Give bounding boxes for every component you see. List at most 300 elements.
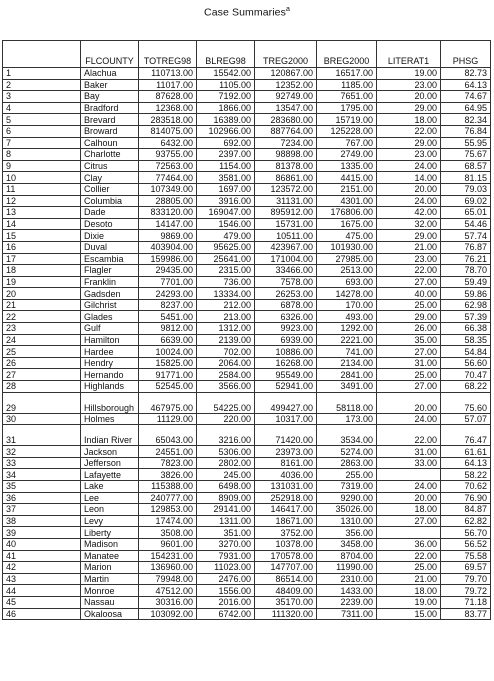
- blreg98-cell: 1866.00: [197, 102, 255, 114]
- totreg98-cell: 110713.00: [139, 68, 197, 80]
- header-breg2000: BREG2000: [317, 41, 377, 68]
- treg2000-cell: 252918.00: [255, 492, 317, 504]
- breg2000-cell: 9290.00: [317, 492, 377, 504]
- treg2000-cell: 7234.00: [255, 137, 317, 149]
- table-row: [3, 68, 491, 80]
- breg2000-cell: 4301.00: [317, 195, 377, 207]
- literat1-cell: 24.00: [377, 481, 441, 493]
- literat1-cell: 14.00: [377, 172, 441, 184]
- county-name: Gadsden: [81, 288, 139, 300]
- table-row: [3, 481, 491, 493]
- row-index: 40: [3, 538, 81, 550]
- breg2000-cell: 1292.00: [317, 323, 377, 335]
- phsg-cell: 82.34: [441, 114, 491, 126]
- phsg-cell: 55.95: [441, 137, 491, 149]
- row-index: 22: [3, 311, 81, 323]
- totreg98-cell: 129853.00: [139, 504, 197, 516]
- breg2000-cell: 15719.00: [317, 114, 377, 126]
- phsg-cell: 81.15: [441, 172, 491, 184]
- phsg-cell: 69.57: [441, 562, 491, 574]
- breg2000-cell: 3534.00: [317, 425, 377, 446]
- blreg98-cell: 3216.00: [197, 425, 255, 446]
- treg2000-cell: 12352.00: [255, 79, 317, 91]
- phsg-cell: 76.84: [441, 125, 491, 137]
- treg2000-cell: 10317.00: [255, 413, 317, 425]
- county-name: Alachua: [81, 68, 139, 80]
- literat1-cell: [377, 469, 441, 481]
- blreg98-cell: 1154.00: [197, 160, 255, 172]
- treg2000-cell: 48409.00: [255, 585, 317, 597]
- county-name: Liberty: [81, 527, 139, 539]
- blreg98-cell: 736.00: [197, 276, 255, 288]
- phsg-cell: 64.13: [441, 79, 491, 91]
- breg2000-cell: 2841.00: [317, 369, 377, 381]
- county-name: Madison: [81, 538, 139, 550]
- totreg98-cell: 65043.00: [139, 425, 197, 446]
- phsg-cell: 82.73: [441, 68, 491, 80]
- blreg98-cell: 95625.00: [197, 241, 255, 253]
- blreg98-cell: 3270.00: [197, 538, 255, 550]
- table-row: [3, 160, 491, 172]
- treg2000-cell: 52941.00: [255, 381, 317, 393]
- title-text: Case Summaries: [204, 6, 286, 19]
- county-name: Flagler: [81, 265, 139, 277]
- treg2000-cell: 15731.00: [255, 218, 317, 230]
- treg2000-cell: 92749.00: [255, 91, 317, 103]
- breg2000-cell: 1675.00: [317, 218, 377, 230]
- row-index: 17: [3, 253, 81, 265]
- row-index: 44: [3, 585, 81, 597]
- table-row: [3, 125, 491, 137]
- table-row: [3, 276, 491, 288]
- county-name: Dade: [81, 207, 139, 219]
- treg2000-cell: 10378.00: [255, 538, 317, 550]
- table-row: [3, 241, 491, 253]
- header-treg2000: TREG2000: [255, 41, 317, 68]
- row-index: 14: [3, 218, 81, 230]
- literat1-cell: 24.00: [377, 413, 441, 425]
- literat1-cell: 31.00: [377, 446, 441, 458]
- breg2000-cell: 5274.00: [317, 446, 377, 458]
- blreg98-cell: 11023.00: [197, 562, 255, 574]
- blreg98-cell: 1312.00: [197, 323, 255, 335]
- blreg98-cell: 692.00: [197, 137, 255, 149]
- blreg98-cell: 2139.00: [197, 334, 255, 346]
- blreg98-cell: 212.00: [197, 299, 255, 311]
- table-row: [3, 446, 491, 458]
- totreg98-cell: 5451.00: [139, 311, 197, 323]
- breg2000-cell: 7319.00: [317, 481, 377, 493]
- breg2000-cell: 2863.00: [317, 457, 377, 469]
- breg2000-cell: 101930.00: [317, 241, 377, 253]
- literat1-cell: 27.00: [377, 276, 441, 288]
- blreg98-cell: 351.00: [197, 527, 255, 539]
- breg2000-cell: 2221.00: [317, 334, 377, 346]
- phsg-cell: 66.38: [441, 323, 491, 335]
- table-row: [3, 230, 491, 242]
- treg2000-cell: 95549.00: [255, 369, 317, 381]
- county-name: Hendry: [81, 357, 139, 369]
- county-name: Baker: [81, 79, 139, 91]
- breg2000-cell: 11990.00: [317, 562, 377, 574]
- phsg-cell: 64.95: [441, 102, 491, 114]
- totreg98-cell: 7823.00: [139, 457, 197, 469]
- table-row: [3, 253, 491, 265]
- totreg98-cell: 10024.00: [139, 346, 197, 358]
- breg2000-cell: 1795.00: [317, 102, 377, 114]
- totreg98-cell: 77464.00: [139, 172, 197, 184]
- literat1-cell: 27.00: [377, 381, 441, 393]
- breg2000-cell: 176806.00: [317, 207, 377, 219]
- row-index: 34: [3, 469, 81, 481]
- treg2000-cell: 6326.00: [255, 311, 317, 323]
- phsg-cell: 79.72: [441, 585, 491, 597]
- treg2000-cell: 9923.00: [255, 323, 317, 335]
- totreg98-cell: 115388.00: [139, 481, 197, 493]
- totreg98-cell: 814075.00: [139, 125, 197, 137]
- totreg98-cell: 403904.00: [139, 241, 197, 253]
- literat1-cell: 21.00: [377, 573, 441, 585]
- breg2000-cell: 7651.00: [317, 91, 377, 103]
- county-name: Holmes: [81, 413, 139, 425]
- county-name: Glades: [81, 311, 139, 323]
- blreg98-cell: 7931.00: [197, 550, 255, 562]
- breg2000-cell: 2749.00: [317, 149, 377, 161]
- treg2000-cell: 171004.00: [255, 253, 317, 265]
- row-index: 15: [3, 230, 81, 242]
- table-row: [3, 585, 491, 597]
- breg2000-cell: 767.00: [317, 137, 377, 149]
- county-name: Hardee: [81, 346, 139, 358]
- literat1-cell: [377, 527, 441, 539]
- literat1-cell: 25.00: [377, 562, 441, 574]
- row-index: 3: [3, 91, 81, 103]
- blreg98-cell: 479.00: [197, 230, 255, 242]
- totreg98-cell: 8237.00: [139, 299, 197, 311]
- phsg-cell: 69.02: [441, 195, 491, 207]
- table-row: [3, 425, 491, 446]
- blreg98-cell: 702.00: [197, 346, 255, 358]
- literat1-cell: 29.00: [377, 311, 441, 323]
- row-index: 37: [3, 504, 81, 516]
- blreg98-cell: 3916.00: [197, 195, 255, 207]
- row-index: 2: [3, 79, 81, 91]
- breg2000-cell: 741.00: [317, 346, 377, 358]
- treg2000-cell: 6939.00: [255, 334, 317, 346]
- treg2000-cell: 18671.00: [255, 515, 317, 527]
- breg2000-cell: 27985.00: [317, 253, 377, 265]
- literat1-cell: 18.00: [377, 504, 441, 516]
- phsg-cell: 56.60: [441, 357, 491, 369]
- county-name: Hamilton: [81, 334, 139, 346]
- row-index: 28: [3, 381, 81, 393]
- breg2000-cell: 2310.00: [317, 573, 377, 585]
- totreg98-cell: 136960.00: [139, 562, 197, 574]
- phsg-cell: 74.67: [441, 91, 491, 103]
- phsg-cell: 57.39: [441, 311, 491, 323]
- breg2000-cell: 1310.00: [317, 515, 377, 527]
- table-row: [3, 149, 491, 161]
- totreg98-cell: 93755.00: [139, 149, 197, 161]
- header-blreg98: BLREG98: [197, 41, 255, 68]
- county-name: Columbia: [81, 195, 139, 207]
- breg2000-cell: 255.00: [317, 469, 377, 481]
- blreg98-cell: 213.00: [197, 311, 255, 323]
- county-name: Okaloosa: [81, 608, 139, 620]
- literat1-cell: 31.00: [377, 357, 441, 369]
- table-body: [3, 68, 491, 620]
- table-row: [3, 195, 491, 207]
- table-row: [3, 79, 491, 91]
- literat1-cell: 19.00: [377, 68, 441, 80]
- blreg98-cell: 2476.00: [197, 573, 255, 585]
- literat1-cell: 20.00: [377, 392, 441, 413]
- treg2000-cell: 86861.00: [255, 172, 317, 184]
- treg2000-cell: 146417.00: [255, 504, 317, 516]
- row-index: 12: [3, 195, 81, 207]
- table-row: [3, 357, 491, 369]
- treg2000-cell: 26253.00: [255, 288, 317, 300]
- totreg98-cell: 52545.00: [139, 381, 197, 393]
- county-name: Duval: [81, 241, 139, 253]
- phsg-cell: 57.07: [441, 413, 491, 425]
- phsg-cell: 84.87: [441, 504, 491, 516]
- totreg98-cell: 11129.00: [139, 413, 197, 425]
- totreg98-cell: 9812.00: [139, 323, 197, 335]
- totreg98-cell: 6432.00: [139, 137, 197, 149]
- treg2000-cell: 33466.00: [255, 265, 317, 277]
- totreg98-cell: 30316.00: [139, 596, 197, 608]
- title-footnote-marker: a: [285, 6, 290, 13]
- table-row: [3, 137, 491, 149]
- phsg-cell: 83.77: [441, 608, 491, 620]
- row-index: 11: [3, 183, 81, 195]
- phsg-cell: 75.60: [441, 392, 491, 413]
- breg2000-cell: 493.00: [317, 311, 377, 323]
- table-row: [3, 492, 491, 504]
- blreg98-cell: 2802.00: [197, 457, 255, 469]
- breg2000-cell: 125228.00: [317, 125, 377, 137]
- blreg98-cell: 2064.00: [197, 357, 255, 369]
- header-totreg98: TOTREG98: [139, 41, 197, 68]
- table-row: [3, 183, 491, 195]
- row-index: 39: [3, 527, 81, 539]
- totreg98-cell: 283518.00: [139, 114, 197, 126]
- totreg98-cell: 6639.00: [139, 334, 197, 346]
- breg2000-cell: 475.00: [317, 230, 377, 242]
- breg2000-cell: 8704.00: [317, 550, 377, 562]
- phsg-cell: 56.70: [441, 527, 491, 539]
- county-name: Jefferson: [81, 457, 139, 469]
- row-index: 1: [3, 68, 81, 80]
- phsg-cell: 58.35: [441, 334, 491, 346]
- table-row: [3, 114, 491, 126]
- table-row: [3, 562, 491, 574]
- phsg-cell: 68.22: [441, 381, 491, 393]
- blreg98-cell: 1105.00: [197, 79, 255, 91]
- literat1-cell: 24.00: [377, 195, 441, 207]
- blreg98-cell: 8909.00: [197, 492, 255, 504]
- literat1-cell: 23.00: [377, 149, 441, 161]
- breg2000-cell: 693.00: [317, 276, 377, 288]
- row-index: 43: [3, 573, 81, 585]
- totreg98-cell: 17474.00: [139, 515, 197, 527]
- treg2000-cell: 131031.00: [255, 481, 317, 493]
- county-name: Hernando: [81, 369, 139, 381]
- treg2000-cell: 283680.00: [255, 114, 317, 126]
- county-name: Lafayette: [81, 469, 139, 481]
- row-index: 35: [3, 481, 81, 493]
- treg2000-cell: 98898.00: [255, 149, 317, 161]
- treg2000-cell: 499427.00: [255, 392, 317, 413]
- literat1-cell: 24.00: [377, 160, 441, 172]
- blreg98-cell: 1311.00: [197, 515, 255, 527]
- blreg98-cell: 1697.00: [197, 183, 255, 195]
- county-name: Jackson: [81, 446, 139, 458]
- breg2000-cell: 170.00: [317, 299, 377, 311]
- row-index: 31: [3, 425, 81, 446]
- treg2000-cell: 170578.00: [255, 550, 317, 562]
- blreg98-cell: 7192.00: [197, 91, 255, 103]
- blreg98-cell: 1556.00: [197, 585, 255, 597]
- phsg-cell: 76.90: [441, 492, 491, 504]
- totreg98-cell: 107349.00: [139, 183, 197, 195]
- table-row: [3, 207, 491, 219]
- table-row: [3, 573, 491, 585]
- literat1-cell: 42.00: [377, 207, 441, 219]
- literat1-cell: 36.00: [377, 538, 441, 550]
- totreg98-cell: 159986.00: [139, 253, 197, 265]
- literat1-cell: 33.00: [377, 457, 441, 469]
- row-index: 6: [3, 125, 81, 137]
- totreg98-cell: 47512.00: [139, 585, 197, 597]
- totreg98-cell: 24551.00: [139, 446, 197, 458]
- table-row: [3, 608, 491, 620]
- table-row: [3, 346, 491, 358]
- treg2000-cell: 111320.00: [255, 608, 317, 620]
- phsg-cell: 56.52: [441, 538, 491, 550]
- phsg-cell: 76.21: [441, 253, 491, 265]
- table-row: [3, 457, 491, 469]
- row-index: 32: [3, 446, 81, 458]
- case-summaries-table: [2, 40, 491, 620]
- row-index: 42: [3, 562, 81, 574]
- table-row: [3, 413, 491, 425]
- county-name: Lake: [81, 481, 139, 493]
- phsg-cell: 76.87: [441, 241, 491, 253]
- table-row: [3, 369, 491, 381]
- breg2000-cell: 2134.00: [317, 357, 377, 369]
- breg2000-cell: 2239.00: [317, 596, 377, 608]
- table-row: [3, 334, 491, 346]
- county-name: Nassau: [81, 596, 139, 608]
- totreg98-cell: 79948.00: [139, 573, 197, 585]
- literat1-cell: 25.00: [377, 299, 441, 311]
- phsg-cell: 75.58: [441, 550, 491, 562]
- treg2000-cell: 895912.00: [255, 207, 317, 219]
- breg2000-cell: 2513.00: [317, 265, 377, 277]
- totreg98-cell: 467975.00: [139, 392, 197, 413]
- phsg-cell: 76.47: [441, 425, 491, 446]
- county-name: Broward: [81, 125, 139, 137]
- literat1-cell: 21.00: [377, 241, 441, 253]
- blreg98-cell: 1546.00: [197, 218, 255, 230]
- literat1-cell: 29.00: [377, 230, 441, 242]
- totreg98-cell: 3508.00: [139, 527, 197, 539]
- county-name: Citrus: [81, 160, 139, 172]
- totreg98-cell: 14147.00: [139, 218, 197, 230]
- totreg98-cell: 91771.00: [139, 369, 197, 381]
- literat1-cell: 29.00: [377, 102, 441, 114]
- row-index: 33: [3, 457, 81, 469]
- county-name: Dixie: [81, 230, 139, 242]
- county-name: Highlands: [81, 381, 139, 393]
- literat1-cell: 26.00: [377, 323, 441, 335]
- table-row: [3, 299, 491, 311]
- treg2000-cell: 123572.00: [255, 183, 317, 195]
- row-index: 24: [3, 334, 81, 346]
- county-name: Monroe: [81, 585, 139, 597]
- treg2000-cell: 6878.00: [255, 299, 317, 311]
- literat1-cell: 35.00: [377, 334, 441, 346]
- county-name: Escambia: [81, 253, 139, 265]
- row-index: 26: [3, 357, 81, 369]
- table-row: [3, 218, 491, 230]
- row-index: 46: [3, 608, 81, 620]
- breg2000-cell: 58118.00: [317, 392, 377, 413]
- table-row: [3, 91, 491, 103]
- blreg98-cell: 15542.00: [197, 68, 255, 80]
- phsg-cell: 62.98: [441, 299, 491, 311]
- breg2000-cell: 3491.00: [317, 381, 377, 393]
- literat1-cell: 40.00: [377, 288, 441, 300]
- literat1-cell: 20.00: [377, 492, 441, 504]
- county-name: Martin: [81, 573, 139, 585]
- literat1-cell: 15.00: [377, 608, 441, 620]
- treg2000-cell: 16268.00: [255, 357, 317, 369]
- breg2000-cell: 2151.00: [317, 183, 377, 195]
- blreg98-cell: 25641.00: [197, 253, 255, 265]
- phsg-cell: 71.18: [441, 596, 491, 608]
- county-name: Lee: [81, 492, 139, 504]
- phsg-cell: 79.03: [441, 183, 491, 195]
- row-index: 45: [3, 596, 81, 608]
- breg2000-cell: 3458.00: [317, 538, 377, 550]
- breg2000-cell: 1185.00: [317, 79, 377, 91]
- literat1-cell: 22.00: [377, 125, 441, 137]
- totreg98-cell: 15825.00: [139, 357, 197, 369]
- county-name: Clay: [81, 172, 139, 184]
- table-row: [3, 323, 491, 335]
- totreg98-cell: 29435.00: [139, 265, 197, 277]
- county-name: Franklin: [81, 276, 139, 288]
- row-index: 13: [3, 207, 81, 219]
- blreg98-cell: 6742.00: [197, 608, 255, 620]
- row-index: 8: [3, 149, 81, 161]
- table-title: [0, 6, 494, 19]
- header-flcounty: FLCOUNTY: [81, 41, 139, 68]
- county-name: Brevard: [81, 114, 139, 126]
- treg2000-cell: 3752.00: [255, 527, 317, 539]
- phsg-cell: 79.70: [441, 573, 491, 585]
- county-name: Gulf: [81, 323, 139, 335]
- totreg98-cell: 72563.00: [139, 160, 197, 172]
- phsg-cell: 59.49: [441, 276, 491, 288]
- treg2000-cell: 71420.00: [255, 425, 317, 446]
- totreg98-cell: 154231.00: [139, 550, 197, 562]
- treg2000-cell: 887764.00: [255, 125, 317, 137]
- row-index: 16: [3, 241, 81, 253]
